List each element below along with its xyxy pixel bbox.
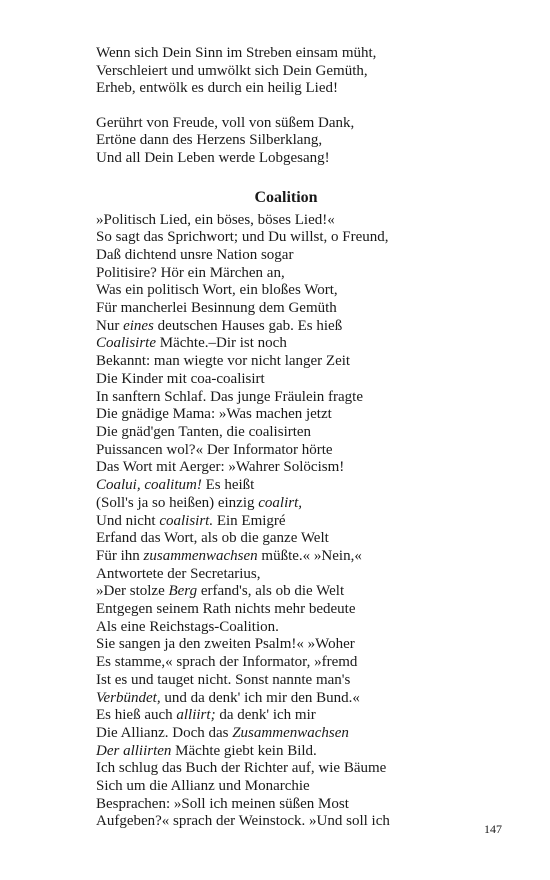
verse-line (96, 265, 476, 283)
italic-text: coalirt, (258, 494, 303, 511)
text-segment: Es heißt (201, 477, 255, 494)
poem-title: Coalition (254, 188, 318, 206)
verse-line (96, 725, 476, 743)
verse-line (96, 247, 476, 265)
verse-line (96, 424, 476, 442)
verse-line (96, 282, 476, 300)
text-segment: Aufgeben?« sprach der Weinstock. »Und soll ich (96, 813, 390, 830)
text-segment: Nur (96, 317, 124, 334)
verse-line (96, 63, 476, 81)
verse-line (96, 601, 476, 619)
italic-text: Coalui, coalitum! (96, 477, 202, 494)
verse-line (96, 212, 476, 230)
text-segment: und da denk' ich mir den Bund.« (160, 689, 360, 706)
verse-line (96, 654, 476, 672)
verse-line (96, 335, 476, 353)
text-segment: Die gnädige Mama: »Was machen jetzt (96, 406, 332, 423)
text-segment: Erheb, entwölk es durch ein heilig Lied! (96, 80, 339, 97)
text-segment: Die gnäd'gen Tanten, die coalisirten (96, 424, 312, 440)
stanza (96, 115, 476, 168)
text-segment: Sich um die Allianz und Monarchie (96, 778, 310, 795)
text-segment: Ist es und tauget nicht. Sonst nannte man's (96, 671, 351, 688)
text-segment: da denk' ich mir (215, 707, 316, 724)
verse-line (96, 132, 476, 150)
verse-line (96, 353, 476, 371)
verse-line (96, 513, 476, 531)
verse-line (96, 707, 476, 725)
verse-line (96, 619, 476, 637)
text-segment: Sie sangen ja den zweiten Psalm!« »Woher (96, 636, 355, 653)
verse-line (96, 636, 476, 654)
text-segment: Gerührt von Freude, voll von süßem Dank, (96, 114, 355, 131)
verse-line (96, 690, 476, 708)
intro-stanzas (96, 45, 476, 168)
text-segment: Politisire? Hör ein Märchen an, (96, 264, 285, 281)
italic-text: coalisirt. (159, 512, 214, 529)
italic-text: Coalisirte (96, 335, 157, 352)
poem-text (96, 212, 476, 832)
text-segment: Die Allianz. Doch das (96, 724, 233, 741)
text-segment: Puissancen wol?« Der Informator hörte (96, 441, 333, 458)
text-segment: erfand's, als ob die Welt (197, 583, 345, 600)
text-segment: Was ein politisch Wort, ein bloßes Wort, (96, 282, 338, 299)
verse-line (96, 371, 476, 389)
text-segment: In sanftern Schlaf. Das junge Fräulein fragte (96, 388, 363, 405)
page-number: 147 (484, 822, 502, 836)
verse-line (96, 300, 476, 318)
text-segment: Für ihn (96, 547, 144, 564)
text-segment: Für mancherlei Besinnung dem Gemüth (96, 300, 337, 317)
italic-text: Der alliirten (96, 742, 172, 759)
text-segment: Besprachen: »Soll ich meinen süßen Most (96, 795, 349, 812)
verse-line (96, 813, 476, 831)
text-segment: Und nicht (96, 512, 160, 529)
text-segment: deutschen Hauses gab. Es hieß (153, 317, 343, 334)
text-segment: Verschleiert und umwölkt sich Dein Gemüth, (96, 62, 368, 79)
text-segment: müßte.« »Nein,« (257, 547, 362, 564)
verse-line (96, 583, 476, 601)
italic-text: alliirt; (176, 707, 216, 724)
verse-line (96, 778, 476, 796)
text-segment: Es stamme,« sprach der Informator, »fremd (96, 654, 358, 671)
text-segment: Mächte giebt kein Bild. (171, 742, 317, 759)
text-segment: Das Wort mit Aerger: »Wahrer Solöcism! (96, 459, 345, 476)
verse-line (96, 530, 476, 548)
verse-line (96, 672, 476, 690)
italic-text: Verbündet, (96, 689, 161, 706)
text-segment: Entgegen seinem Rath nichts mehr bedeute (96, 601, 356, 618)
text-segment: Ein Emigré (213, 512, 286, 529)
text-segment: Und all Dein Leben werde Lobgesang! (96, 149, 330, 166)
verse-line (96, 477, 476, 495)
verse-line (96, 115, 476, 133)
verse-line (96, 495, 476, 513)
verse-line (96, 150, 476, 168)
italic-text: Berg (168, 583, 198, 600)
verse-line (96, 389, 476, 407)
stanza (96, 45, 476, 98)
verse-line (96, 318, 476, 336)
text-segment: Ich schlug das Buch der Richter auf, wie Bäume (96, 760, 387, 777)
text-segment: Es hieß auch (96, 707, 177, 724)
text-segment: (Soll's ja so heißen) einzig (96, 494, 259, 511)
text-segment: Bekannt: man wiegte vor nicht langer Zeit (96, 353, 351, 370)
verse-line (96, 80, 476, 98)
text-segment: So sagt das Sprichwort; und Du willst, o Freund, (96, 229, 389, 246)
verse-line (96, 548, 476, 566)
verse-line (96, 229, 476, 247)
text-segment: Erfand das Wort, als ob die ganze Welt (96, 530, 329, 547)
verse-line (96, 442, 476, 460)
text-segment: Mächte.–Dir ist noch (156, 335, 287, 352)
text-segment: Die Kinder mit coa-coalisirt (96, 370, 265, 387)
text-segment: Daß dichtend unsre Nation sogar (96, 246, 294, 263)
italic-text: zusammenwachsen (143, 547, 258, 564)
page-body (96, 45, 476, 831)
verse-line (96, 743, 476, 761)
verse-line (96, 760, 476, 778)
text-segment: »Der stolze (96, 583, 169, 600)
text-segment: Wenn sich Dein Sinn im Streben einsam müht, (96, 45, 377, 61)
verse-line (96, 45, 476, 63)
text-segment: »Politisch Lied, ein böses, böses Lied!« (96, 211, 335, 228)
text-segment: Ertöne dann des Herzens Silberklang, (96, 132, 323, 149)
verse-line (96, 459, 476, 477)
text-segment: Als eine Reichstags-Coalition. (96, 618, 279, 635)
italic-text: eines (123, 317, 154, 334)
verse-line (96, 566, 476, 584)
text-segment: Antwortete der Secretarius, (96, 565, 261, 582)
italic-text: Zusammenwachsen (232, 724, 349, 741)
verse-line (96, 796, 476, 814)
verse-line (96, 406, 476, 424)
